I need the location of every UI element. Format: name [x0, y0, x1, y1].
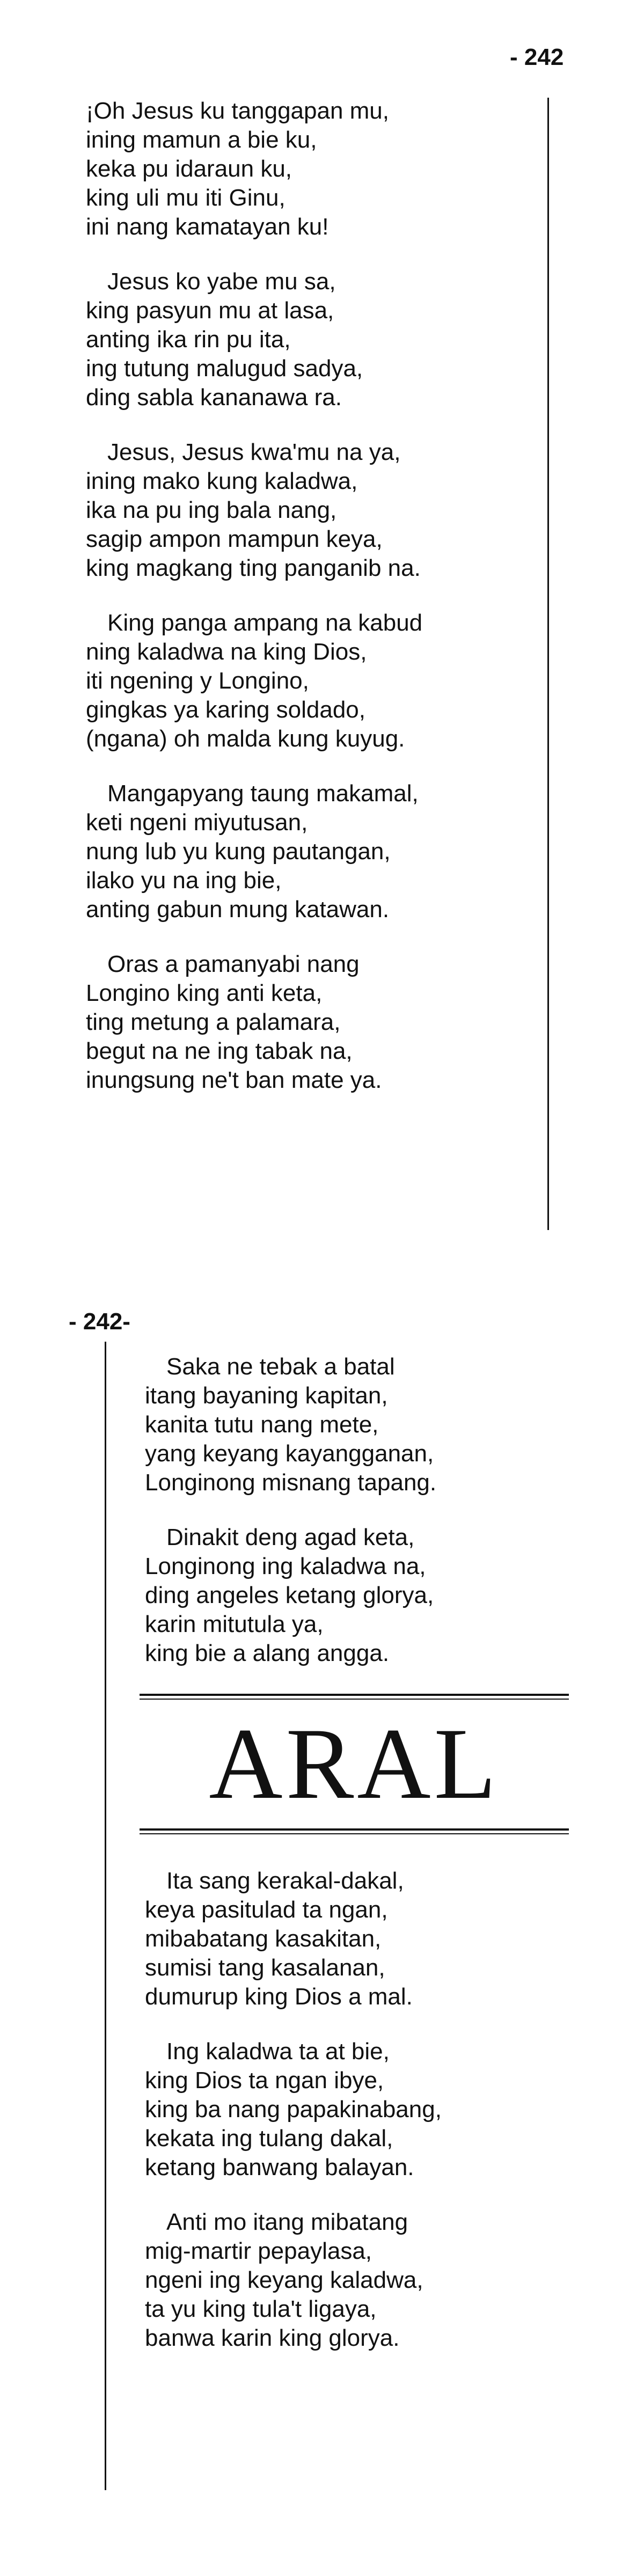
verse-line: mibabatang kasakitan,	[145, 1926, 382, 1952]
verse-line: karin mitutula ya,	[145, 1611, 324, 1637]
stanza	[145, 1523, 564, 1668]
stanza	[145, 2037, 564, 2182]
verse-line: nung lub yu kung pautangan,	[86, 838, 391, 865]
double-rule-top	[140, 1694, 569, 1700]
verse-line: iti ngening y Longino,	[86, 668, 309, 694]
verse-line: ini nang kamatayan ku!	[86, 214, 329, 240]
double-rule-bottom	[140, 1828, 569, 1834]
stanza	[86, 438, 542, 583]
column-rule-bottom	[105, 1342, 106, 2490]
stanza	[145, 2208, 564, 2353]
verse-line: keti ngeni miyutusan,	[86, 809, 308, 836]
poem-column-bottom	[145, 1352, 564, 2379]
verse-line: ining mamun a bie ku,	[86, 127, 317, 153]
column-rule-top	[547, 98, 549, 1230]
verse-line: begut na ne ing tabak na,	[86, 1038, 353, 1064]
verse-line: yang keyang kayangganan,	[145, 1440, 434, 1467]
verse-line: Mangapyang taung makamal,	[107, 780, 419, 807]
verse-line: banwa karin king glorya.	[145, 2325, 400, 2351]
verse-line: ding sabla kananawa ra.	[86, 384, 342, 411]
verse-line: King panga ampang na kabud	[107, 610, 423, 636]
verse-line: ing tutung malugud sadya,	[86, 355, 363, 382]
verse-line: kekata ing tulang dakal,	[145, 2125, 393, 2151]
verse-line: king uli mu iti Ginu,	[86, 185, 286, 211]
verse-line: ika na pu ing bala nang,	[86, 497, 337, 523]
verse-line: ¡Oh Jesus ku tanggapan mu,	[86, 98, 389, 124]
verse-line: ngeni ing keyang kaladwa,	[145, 2267, 423, 2293]
page-number-mid: - 242-	[69, 1308, 130, 1335]
verse-line: Anti mo itang mibatang	[166, 2209, 408, 2235]
verse-line: Saka ne tebak a batal	[166, 1353, 395, 1380]
verse-line: Ing kaladwa ta at bie,	[166, 2038, 390, 2065]
poem-column-top	[86, 97, 542, 1121]
verse-line: keka pu idaraun ku,	[86, 156, 292, 182]
stanza	[86, 779, 542, 924]
stanza	[86, 267, 542, 412]
verse-line: Jesus, Jesus kwa'mu na ya,	[107, 439, 401, 465]
verse-line: ting metung a palamara,	[86, 1009, 341, 1035]
verse-line: ning kaladwa na king Dios,	[86, 639, 367, 665]
verse-line: sumisi tang kasalanan,	[145, 1955, 385, 1981]
verse-line: sagip ampon mampun keya,	[86, 526, 383, 552]
verse-line: Jesus ko yabe mu sa,	[107, 268, 336, 295]
stanza	[145, 1867, 564, 2011]
stanza	[145, 1352, 564, 1497]
verse-line: Longinong ing kaladwa na,	[145, 1553, 426, 1579]
stanza	[86, 950, 542, 1095]
verse-line: king pasyun mu at lasa,	[86, 297, 334, 324]
verse-line: ketang banwang balayan.	[145, 2154, 414, 2180]
section-heading: ARAL	[209, 1708, 500, 1820]
verse-line: Longinong misnang tapang.	[145, 1469, 437, 1496]
verse-line: inungsung ne't ban mate ya.	[86, 1067, 382, 1093]
page-number-top: - 242	[510, 44, 564, 70]
verse-line: kanita tutu nang mete,	[145, 1411, 379, 1438]
verse-line: ining mako kung kaladwa,	[86, 468, 358, 494]
verse-line: Ita sang kerakal-dakal,	[166, 1868, 404, 1894]
verse-line: itang bayaning kapitan,	[145, 1382, 388, 1409]
verse-line: anting ika rin pu ita,	[86, 326, 291, 353]
verse-line: mig-martir pepaylasa,	[145, 2238, 372, 2264]
verse-line: Dinakit deng agad keta,	[166, 1524, 415, 1550]
stanza	[86, 97, 542, 241]
verse-line: ding angeles ketang glorya,	[145, 1582, 434, 1608]
verse-line: ta yu king tula't ligaya,	[145, 2296, 377, 2322]
heading-block	[140, 1694, 569, 1834]
verse-line: keya pasitulad ta ngan,	[145, 1897, 388, 1923]
verse-line: Longino king anti keta,	[86, 980, 323, 1006]
verse-line: king Dios ta ngan ibye,	[145, 2067, 384, 2094]
verse-line: gingkas ya karing soldado,	[86, 697, 365, 723]
verse-line: king bie a alang angga.	[145, 1640, 390, 1666]
verse-line: (ngana) oh malda kung kuyug.	[86, 726, 405, 752]
verse-line: dumurup king Dios a mal.	[145, 1984, 413, 2010]
stanza	[86, 609, 542, 753]
verse-line: ilako yu na ing bie,	[86, 867, 282, 894]
verse-line: king ba nang papakinabang,	[145, 2096, 442, 2123]
verse-line: Oras a pamanyabi nang	[107, 951, 360, 977]
verse-line: king magkang ting panganib na.	[86, 555, 421, 581]
verse-line: anting gabun mung katawan.	[86, 896, 390, 923]
